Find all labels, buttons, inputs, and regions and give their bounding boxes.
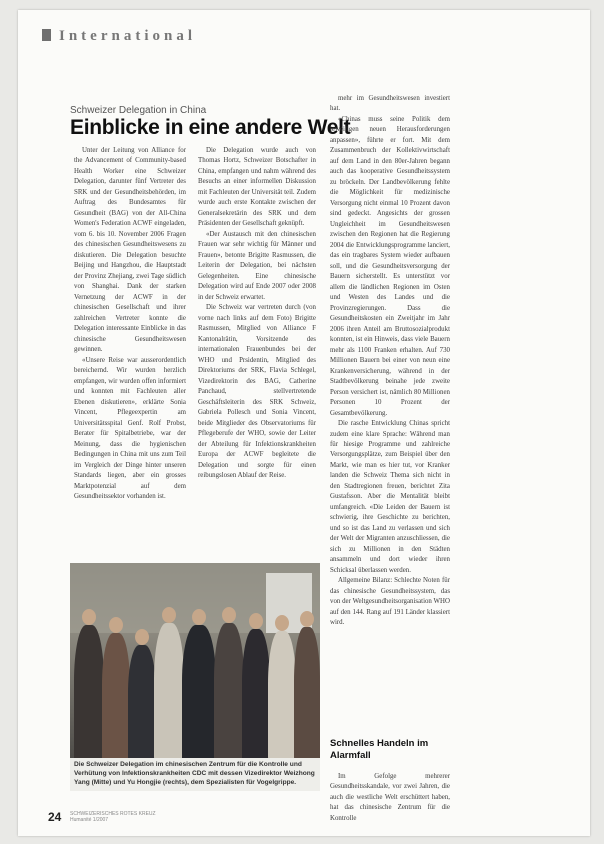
section-header (42, 28, 196, 45)
text-column-3 (330, 94, 450, 629)
paragraph: Die rasche Entwicklung Chinas spricht zudem eine klare Sprache: Während man für hiesige Programme und zahlreiche Versorgungsplätze, zum Beispiel über den Markt, wie man es hier tut, vor Kranker landen die Schweiz Thema sich nicht in den Stadtregionen freuen, berichtet Zita Gustafsson. Aber die Mentalität bleibt umfangreich. «Die Leiden der Bauern ist schwierig, ihre Geschichte zu berichten, und so ist das Land zu verlassen und sich der Welt der Migranten anzuschliessen, die sich zu Millionen in den Städten ansammeln und dort wieder ihren Schicksal überlassen werden. (330, 420, 450, 574)
subheading: Schnelles Handeln im Alarmfall (330, 738, 429, 761)
paragraph: mehr im Gesundheitswesen investiert hat. (330, 95, 450, 113)
page-number: 24 (48, 810, 62, 824)
section-label: International (59, 28, 197, 44)
paragraph: «Chinas muss seine Politik dem jeweiligen neuen Herausforderungen anpassen», führte er fort. Mit dem Zusammenbruch der Kollektivwirtschaft auf dem Land in den 80er-Jahren begann auch das kooperative Gesundheitssystem zu bröckeln. Der Landbevölkerung fehlte die Möglichkeit für medizinische Versorgung nicht einmal 10 Prozent davon sind gedeckt. Angesichts der grossen Ungleichheit im Gesundheitswesen zwischen den Regionen hat die Regierung 2004 die Entwicklungsprogramme lanciert, das ein tragbares System wieder aufbauen soll, und die Gesundheitsversorgung der Bauern sicherstellt. Es unterstützt vor allem die ländlichen Regionen im Osten und Westen des Landes und die Provinzregierungen. Dass die Gesundheitskosten ein Zweitjahr im Jahr 2006 ihren Anteil am Bruttosozialprodukt konnten, ist ein Hinweis, dass viele Bauern mehr als 1100 Franken erhalten. Auf 730 Millionen Bauern bei einer von neun eine Krankenversicherung, während in der Stadtbevölkerung beinahe jede zweite Person versichert ist, nämlich 80 Millionen Personen 10 Prozent der Gesamtbevölkerung. (330, 115, 450, 417)
magazine-page (18, 10, 590, 836)
photo-caption: Die Schweizer Delegation im chinesischen Zentrum für die Kontrolle und Verhütung von Infektionskrankheiten CDC mit dessen Vizedirektor Weizhong Yang (Mitte) und Yu Hongjie (rechts), dem Spezialisten für Vogelgrippe. (70, 758, 320, 791)
paragraph: Die Schweiz war vertreten durch (von vorne nach links auf dem Foto) Brigitte Rasmussen, Mitglied von Alliance F Kantonalrätin, Vorsitzende des internationalen Frauenbundes bei der WHO und Prsidentin, Mitglied des Direktoriums der SRK, Flavia Schlegel, Vizedirektorin des BAG, Catherine Panchaud, stellvertretende Geschäftsleiterin des SRK Schweiz, Gabriela Pollesch und Sonia Vincent, beide Mitglieder des Observatoriums für Pflegeberufe der WHO, sowie der Leiter der Abteilung für Infektionskrankheiten Europa der ACWF begleitete die Delegation und sorgte für einen reibungslosen Ablauf der Reise. (198, 304, 316, 480)
paragraph: Unter der Leitung von Alliance for the Advancement of Community-based Health Worker eine Schweizer Delegation, darunter fünf Vertreter des SRK und der Gesundheitsbehörden, im Auftrag des Bundesamtes für Gesundheit (BAG) von der All-China Women's Federation ACWF eingeladen, vom 6. bis 10. November 2006 Fragen des chinesischen Gesundheitswesens zu diskutieren. Die Delegation besuchte Beijing und Hangzhou, die Hauptstadt der Provinz Zhejiang, zwei Tage südlich von Shanghai. Dank der starken Vernetzung der ACWF in der chinesischen Gesellschaft und ihrer zahlreichen Vertreter konnte die Delegation interessante Einblicke in das chinesische Gesundheitswesen gewinnen. (74, 147, 186, 354)
section-square-icon (42, 29, 51, 41)
paragraph: Im Gefolge mehrerer Gesundheitsskandale, vor zwei Jahren, die auch die westliche Welt erschüttert haben, hat das chinesische Zentrum für die Kontrolle (330, 773, 450, 822)
article-headline: Einblicke in eine andere Welt (70, 116, 351, 139)
magazine-name: SCHWEIZERISCHES ROTES KREUZ (70, 811, 156, 817)
article-kicker: Schweizer Delegation in China (70, 105, 207, 116)
paragraph: «Unsere Reise war ausserordentlich bereichernd. Wir wurden herzlich empfangen, wir wurden offen informiert und konnten mit Fachleuten aller Ebenen diskutieren», erklärte Sonia Vincent, Pflegeexpertin am Universitätsspital Genf. Rolf Probst, Berater für Spitalbetriebe, war der Meinung, dass die hygienischen Bedingungen in China mit uns zum Teil im Vergleich der Dinge hinter unseren Standards liegen, aber ein grosses Marktpotenzial auf dem Gesundheitssektor vorhanden ist. (74, 356, 186, 500)
delegation-photo (70, 563, 320, 758)
magazine-footer (70, 812, 156, 823)
text-column-3b (330, 772, 450, 824)
text-column-2 (198, 146, 316, 482)
magazine-issue: Humanité 1/2007 (70, 816, 109, 823)
text-column-1 (74, 146, 186, 502)
paragraph: «Der Austausch mit den chinesischen Frauen war sehr wichtig für Männer und Frauen», betonte Brigitte Rasmussen, die Leiterin der Delegation, bei nächsten Gelegenheiten. Eine chinesische Delegation wird auf Ende 2007 oder 2008 in der Schweiz erwartet. (198, 230, 316, 301)
paragraph: Allgemeine Bilanz: Schlechte Noten für das chinesische Gesundheitssystem, das von der Weltgesundheitsorganisation WHO auf den 144. Rang auf 191 Länder klassiert wird. (330, 577, 450, 627)
paragraph: Die Delegation wurde auch von Thomas Hortz, Schweizer Botschafter in China, empfangen und nahm während des Besuchs an einer informellen Diskussion mit Fachleuten der Universität teil. Zudem wurde auch erste Kontakte zwischen der Generalsekretärin des SRK und dem Präsidenten der Gesellschaft geknüpft. (198, 147, 316, 228)
